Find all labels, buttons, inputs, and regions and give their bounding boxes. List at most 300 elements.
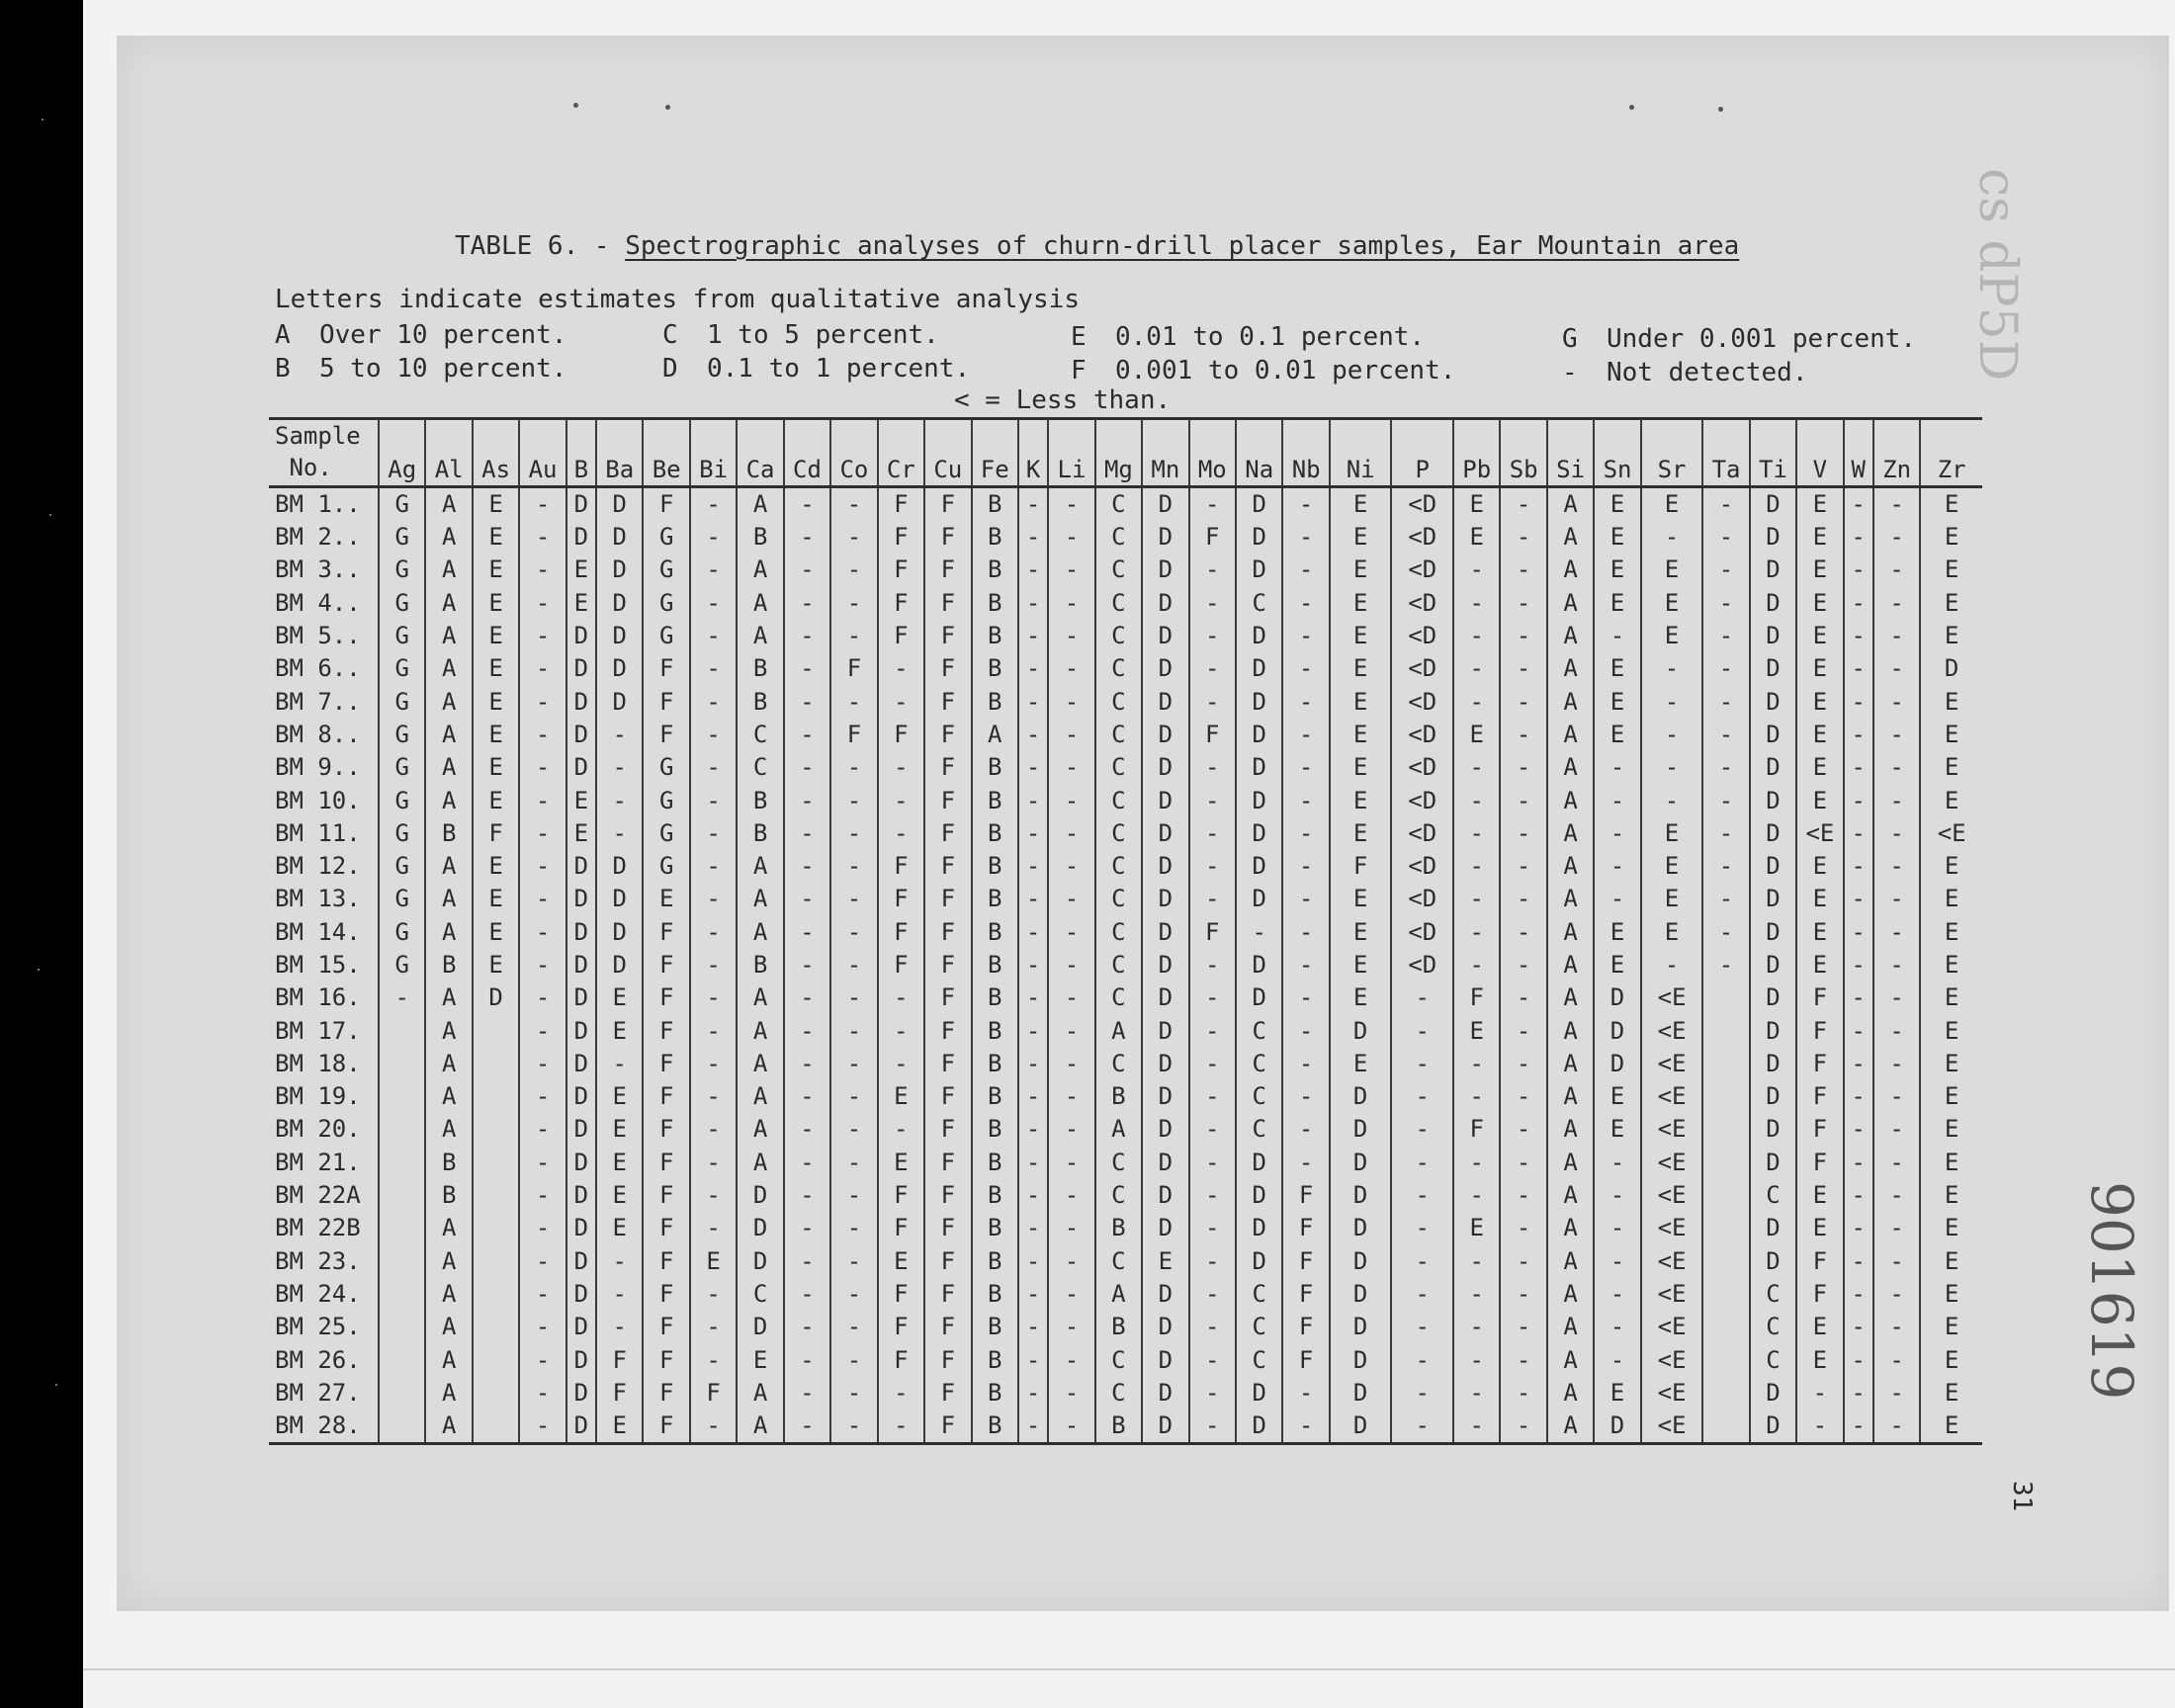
value-cell: - <box>1594 850 1640 883</box>
value-cell: A <box>1547 1278 1594 1311</box>
value-cell: - <box>784 949 830 982</box>
value-cell: - <box>1018 487 1048 522</box>
value-cell: - <box>1500 587 1546 620</box>
value-cell: - <box>690 751 737 784</box>
value-cell: E <box>1920 916 1982 949</box>
value-cell: C <box>1095 685 1142 718</box>
element-column-header: As <box>473 419 519 487</box>
value-cell: E <box>1920 1278 1982 1311</box>
value-cell: C <box>1095 784 1142 816</box>
value-cell <box>379 1409 425 1444</box>
value-cell: - <box>1844 1409 1873 1444</box>
value-cell: G <box>379 784 425 816</box>
value-cell: - <box>1844 554 1873 586</box>
value-cell: D <box>1594 1048 1640 1080</box>
value-cell: E <box>596 1113 643 1146</box>
value-cell: - <box>1048 685 1094 718</box>
value-cell: - <box>1844 982 1873 1014</box>
value-cell: E <box>1594 521 1640 554</box>
value-cell: C <box>1236 1113 1282 1146</box>
value-cell <box>1702 1377 1749 1409</box>
value-cell: F <box>924 916 971 949</box>
value-cell: C <box>1095 751 1142 784</box>
value-cell: - <box>1282 751 1329 784</box>
value-cell: E <box>1641 587 1703 620</box>
value-cell: D <box>1750 1147 1796 1179</box>
value-cell: F <box>924 1377 971 1409</box>
value-cell: F <box>924 487 971 522</box>
value-cell: - <box>1702 949 1749 982</box>
sample-id: BM 1.. <box>275 490 361 518</box>
value-cell: D <box>1142 850 1188 883</box>
value-cell: E <box>1920 1179 1982 1212</box>
sample-id: BM 25. <box>275 1313 361 1341</box>
value-cell: D <box>1330 1278 1392 1311</box>
value-cell: G <box>379 949 425 982</box>
value-cell: D <box>566 620 596 652</box>
value-cell <box>473 1080 519 1113</box>
value-cell: - <box>1844 487 1873 522</box>
value-cell: - <box>1282 916 1329 949</box>
value-cell: - <box>1189 1343 1236 1376</box>
value-cell: D <box>596 487 643 522</box>
value-cell: - <box>1018 1113 1048 1146</box>
value-cell: E <box>1594 652 1640 685</box>
legend-item <box>1562 358 1808 387</box>
value-cell: E <box>473 850 519 883</box>
value-cell: A <box>425 587 472 620</box>
value-cell: - <box>690 784 737 816</box>
value-cell: - <box>1189 1311 1236 1343</box>
value-cell: - <box>596 1311 643 1343</box>
sample-id: BM 4.. <box>275 588 361 617</box>
value-cell: - <box>1189 1048 1236 1080</box>
value-cell: - <box>878 817 924 850</box>
value-cell: G <box>643 554 689 586</box>
element-column-header: Ni <box>1330 419 1392 487</box>
value-cell: D <box>737 1311 783 1343</box>
value-cell: D <box>1142 719 1188 751</box>
value-cell: D <box>1330 1014 1392 1047</box>
value-cell: - <box>1391 1048 1453 1080</box>
value-cell: G <box>643 784 689 816</box>
value-cell: E <box>1920 1113 1982 1146</box>
value-cell: - <box>519 620 566 652</box>
value-cell: E <box>1796 1311 1843 1343</box>
value-cell: - <box>1641 719 1703 751</box>
value-cell: - <box>1048 1311 1094 1343</box>
value-cell: F <box>690 1377 737 1409</box>
value-cell: D <box>1750 982 1796 1014</box>
value-cell: F <box>643 1377 689 1409</box>
value-cell: E <box>878 1245 924 1278</box>
value-cell: - <box>1189 982 1236 1014</box>
value-cell: - <box>519 1014 566 1047</box>
value-cell: - <box>1018 1343 1048 1376</box>
value-cell: G <box>379 751 425 784</box>
sample-id: BM 22A <box>275 1181 361 1210</box>
value-cell <box>1702 1147 1749 1179</box>
value-cell: - <box>1018 685 1048 718</box>
value-cell: - <box>1844 685 1873 718</box>
value-cell: B <box>972 1113 1018 1146</box>
value-cell: - <box>1500 1147 1546 1179</box>
value-cell: - <box>1702 784 1749 816</box>
value-cell: D <box>566 1278 596 1311</box>
value-cell: E <box>1920 1409 1982 1444</box>
value-cell: B <box>972 1147 1018 1179</box>
value-cell: <E <box>1641 1377 1703 1409</box>
value-cell: E <box>596 1179 643 1212</box>
value-cell: - <box>1189 1147 1236 1179</box>
value-cell: E <box>1594 719 1640 751</box>
value-cell: C <box>1095 652 1142 685</box>
value-cell <box>379 1147 425 1179</box>
value-cell: A <box>737 554 783 586</box>
value-cell: A <box>1547 1409 1594 1444</box>
value-cell: D <box>1142 1212 1188 1244</box>
value-cell <box>473 1409 519 1444</box>
table-row <box>269 883 1982 915</box>
value-cell: - <box>1500 751 1546 784</box>
value-cell: - <box>1844 1377 1873 1409</box>
value-cell: E <box>473 554 519 586</box>
value-cell: E <box>596 1212 643 1244</box>
value-cell: F <box>878 850 924 883</box>
value-cell: A <box>425 1014 472 1047</box>
value-cell: - <box>690 1113 737 1146</box>
value-cell: - <box>1048 487 1094 522</box>
value-cell: - <box>1844 1179 1873 1212</box>
value-cell: A <box>425 1278 472 1311</box>
legend-item <box>275 320 566 350</box>
value-cell: - <box>1796 1377 1843 1409</box>
value-cell: - <box>830 1212 877 1244</box>
value-cell: F <box>924 719 971 751</box>
value-cell: C <box>1095 916 1142 949</box>
value-cell: E <box>737 1343 783 1376</box>
value-cell: - <box>519 554 566 586</box>
legend-intro: Letters indicate estimates from qualitative analysis <box>275 285 1080 314</box>
sample-id: BM 15. <box>275 951 361 979</box>
value-cell: - <box>1500 1080 1546 1113</box>
value-cell: A <box>1547 1048 1594 1080</box>
value-cell: G <box>379 916 425 949</box>
value-cell: F <box>924 685 971 718</box>
value-cell: B <box>972 1409 1018 1444</box>
value-cell: - <box>784 1179 830 1212</box>
value-cell: - <box>1048 751 1094 784</box>
value-cell: - <box>1873 1212 1920 1244</box>
value-cell: - <box>1048 1179 1094 1212</box>
value-cell: F <box>643 1080 689 1113</box>
value-cell: - <box>1500 1245 1546 1278</box>
value-cell: F <box>643 1179 689 1212</box>
value-cell: - <box>878 685 924 718</box>
value-cell: E <box>473 949 519 982</box>
value-cell: E <box>473 719 519 751</box>
element-column-header: Ca <box>737 419 783 487</box>
value-cell: - <box>784 719 830 751</box>
value-cell: - <box>1048 554 1094 586</box>
value-cell: B <box>972 982 1018 1014</box>
value-cell <box>473 1245 519 1278</box>
value-cell: - <box>519 949 566 982</box>
value-cell: C <box>1236 587 1282 620</box>
value-cell: - <box>1873 817 1920 850</box>
value-cell: - <box>596 817 643 850</box>
element-column-header: Li <box>1048 419 1094 487</box>
element-column-header: Cr <box>878 419 924 487</box>
value-cell: - <box>690 850 737 883</box>
value-cell: F <box>924 1080 971 1113</box>
value-cell: - <box>1189 685 1236 718</box>
value-cell: F <box>643 1343 689 1376</box>
value-cell: - <box>1282 883 1329 915</box>
legend-code: A <box>275 320 291 350</box>
value-cell: E <box>1920 620 1982 652</box>
sample-id: BM 14. <box>275 917 361 946</box>
value-cell: - <box>519 982 566 1014</box>
element-column-header: Zr <box>1920 419 1982 487</box>
value-cell: <E <box>1796 817 1843 850</box>
value-cell: A <box>425 1377 472 1409</box>
value-cell: C <box>737 1278 783 1311</box>
value-cell: B <box>737 817 783 850</box>
value-cell: A <box>737 1014 783 1047</box>
value-cell <box>1702 1014 1749 1047</box>
value-cell: - <box>1594 751 1640 784</box>
value-cell: - <box>1282 1113 1329 1146</box>
value-cell: D <box>1750 1212 1796 1244</box>
value-cell: D <box>1750 817 1796 850</box>
value-cell: - <box>519 916 566 949</box>
value-cell: - <box>1048 1377 1094 1409</box>
value-cell: <E <box>1641 1147 1703 1179</box>
table-title <box>455 231 1739 261</box>
value-cell: <E <box>1641 1014 1703 1047</box>
value-cell: D <box>1750 751 1796 784</box>
value-cell: A <box>1547 784 1594 816</box>
value-cell: - <box>1844 883 1873 915</box>
value-cell: E <box>596 1147 643 1179</box>
value-cell: D <box>566 850 596 883</box>
value-cell: - <box>1282 1014 1329 1047</box>
value-cell: - <box>1282 1377 1329 1409</box>
value-cell: - <box>690 817 737 850</box>
value-cell: D <box>566 883 596 915</box>
value-cell: E <box>1920 1147 1982 1179</box>
value-cell: A <box>1547 982 1594 1014</box>
value-cell: - <box>1500 554 1546 586</box>
value-cell: D <box>1750 1409 1796 1444</box>
value-cell: C <box>1095 620 1142 652</box>
value-cell: F <box>924 1278 971 1311</box>
table-row <box>269 1343 1982 1376</box>
value-cell: - <box>784 1048 830 1080</box>
value-cell: - <box>519 883 566 915</box>
value-cell: F <box>596 1377 643 1409</box>
sample-id: BM 17. <box>275 1016 361 1045</box>
value-cell: A <box>972 719 1018 751</box>
value-cell: B <box>425 817 472 850</box>
value-cell: - <box>519 652 566 685</box>
value-cell: - <box>690 652 737 685</box>
value-cell: - <box>1189 587 1236 620</box>
sample-id: BM 16. <box>275 983 361 1012</box>
value-cell: C <box>1750 1343 1796 1376</box>
value-cell: D <box>1330 1377 1392 1409</box>
element-column-header: Mg <box>1095 419 1142 487</box>
value-cell: - <box>1048 1113 1094 1146</box>
value-cell: - <box>1048 850 1094 883</box>
value-cell: A <box>425 883 472 915</box>
element-column-header: Be <box>643 419 689 487</box>
value-cell: F <box>1282 1179 1329 1212</box>
value-cell: D <box>566 1245 596 1278</box>
value-cell: - <box>1844 1278 1873 1311</box>
value-cell: - <box>1500 1311 1546 1343</box>
legend-item <box>662 320 939 350</box>
value-cell: - <box>784 620 830 652</box>
legend-item <box>275 354 566 384</box>
value-cell: - <box>519 784 566 816</box>
value-cell: - <box>690 1048 737 1080</box>
value-cell: F <box>924 1113 971 1146</box>
value-cell: - <box>1236 916 1282 949</box>
value-cell: D <box>1236 1409 1282 1444</box>
value-cell: G <box>643 751 689 784</box>
value-cell: - <box>690 1147 737 1179</box>
value-cell: D <box>1142 784 1188 816</box>
value-cell: B <box>972 1278 1018 1311</box>
value-cell: - <box>1873 1014 1920 1047</box>
value-cell: - <box>1500 1278 1546 1311</box>
value-cell: - <box>878 1377 924 1409</box>
table-row <box>269 719 1982 751</box>
value-cell: E <box>473 916 519 949</box>
value-cell: E <box>878 1147 924 1179</box>
value-cell: A <box>737 982 783 1014</box>
sample-id: BM 28. <box>275 1411 361 1440</box>
value-cell: <E <box>1641 1409 1703 1444</box>
value-cell: B <box>972 916 1018 949</box>
sample-id: BM 22B <box>275 1214 361 1242</box>
value-cell: D <box>1142 883 1188 915</box>
value-cell: - <box>830 949 877 982</box>
value-cell: - <box>1453 1048 1500 1080</box>
value-cell: A <box>1095 1113 1142 1146</box>
value-cell <box>473 1014 519 1047</box>
sample-id: BM 7.. <box>275 687 361 716</box>
element-column-header: Sn <box>1594 419 1640 487</box>
value-cell: - <box>690 982 737 1014</box>
value-cell: F <box>643 982 689 1014</box>
value-cell: D <box>1236 982 1282 1014</box>
value-cell: F <box>643 916 689 949</box>
value-cell: - <box>1500 817 1546 850</box>
value-cell: E <box>1920 1245 1982 1278</box>
value-cell <box>1702 1212 1749 1244</box>
value-cell: - <box>1453 1278 1500 1311</box>
value-cell: G <box>643 620 689 652</box>
value-cell: - <box>1018 1080 1048 1113</box>
value-cell: F <box>878 1179 924 1212</box>
value-cell: E <box>1796 916 1843 949</box>
value-cell: - <box>1018 554 1048 586</box>
value-cell: D <box>737 1179 783 1212</box>
value-cell: A <box>1547 883 1594 915</box>
value-cell: E <box>1330 916 1392 949</box>
value-cell: - <box>1500 487 1546 522</box>
value-cell: E <box>1920 554 1982 586</box>
value-cell: - <box>830 487 877 522</box>
value-cell: - <box>1702 652 1749 685</box>
value-cell: A <box>1547 587 1594 620</box>
value-cell: F <box>878 916 924 949</box>
value-cell: D <box>1750 1048 1796 1080</box>
value-cell: D <box>566 1377 596 1409</box>
value-cell: - <box>830 883 877 915</box>
value-cell: A <box>425 1245 472 1278</box>
value-cell: <E <box>1641 1113 1703 1146</box>
value-cell: - <box>878 1014 924 1047</box>
value-cell: D <box>1594 982 1640 1014</box>
value-cell: D <box>596 916 643 949</box>
element-column-header: Sb <box>1500 419 1546 487</box>
value-cell: A <box>1547 521 1594 554</box>
value-cell: - <box>1282 784 1329 816</box>
value-cell: G <box>643 850 689 883</box>
value-cell: <D <box>1391 883 1453 915</box>
value-cell: D <box>596 521 643 554</box>
value-cell: - <box>1844 1147 1873 1179</box>
value-cell: - <box>1702 817 1749 850</box>
sample-id: BM 19. <box>275 1082 361 1111</box>
legend-code: D <box>662 354 678 384</box>
value-cell: B <box>972 587 1018 620</box>
value-cell: - <box>690 620 737 652</box>
value-cell: - <box>1048 719 1094 751</box>
value-cell: - <box>1189 1212 1236 1244</box>
value-cell: D <box>1750 685 1796 718</box>
value-cell: - <box>1018 1147 1048 1179</box>
value-cell: - <box>1500 652 1546 685</box>
value-cell: F <box>1189 719 1236 751</box>
value-cell: - <box>690 1080 737 1113</box>
value-cell: - <box>1018 1278 1048 1311</box>
table-row <box>269 487 1982 522</box>
value-cell: E <box>473 620 519 652</box>
value-cell: D <box>1330 1409 1392 1444</box>
value-cell: F <box>878 1212 924 1244</box>
value-cell: - <box>1018 883 1048 915</box>
value-cell: - <box>784 554 830 586</box>
value-cell: - <box>1453 1311 1500 1343</box>
value-cell: A <box>1547 1245 1594 1278</box>
value-cell: E <box>1594 587 1640 620</box>
value-cell: <E <box>1641 1245 1703 1278</box>
value-cell: - <box>1282 982 1329 1014</box>
value-cell: F <box>1189 521 1236 554</box>
value-cell: F <box>1796 1278 1843 1311</box>
value-cell <box>379 1245 425 1278</box>
value-cell: C <box>1236 1048 1282 1080</box>
value-cell: G <box>379 652 425 685</box>
value-cell: E <box>1920 1014 1982 1047</box>
value-cell: - <box>1018 1245 1048 1278</box>
value-cell <box>473 1212 519 1244</box>
